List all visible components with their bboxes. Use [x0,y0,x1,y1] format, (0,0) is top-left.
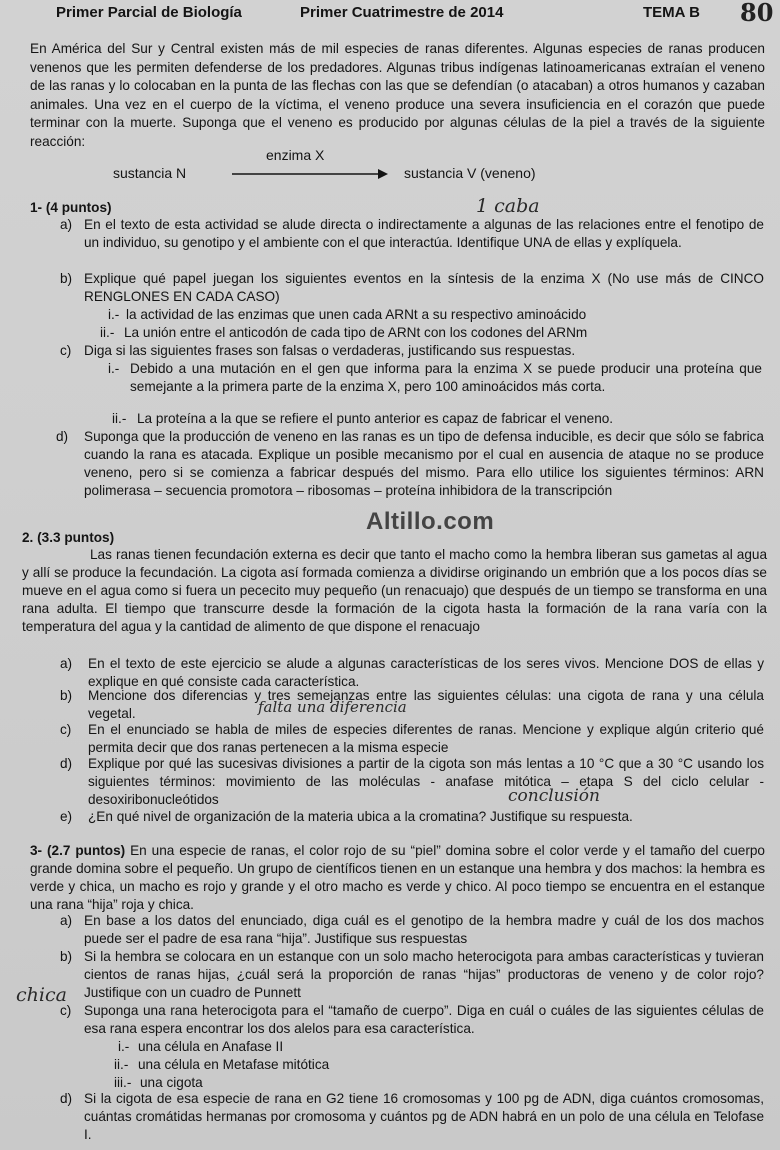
handwritten-note: falta una diferencia [258,698,407,716]
q1-c: Diga si las siguientes frases son falsas o verdaderas, justificando sus respuestas. [84,343,576,358]
item-marker: i.- [108,361,120,376]
item-marker: d) [56,429,69,444]
q1-b-i: la actividad de las enzimas que unen cada ARNt a su respectivo aminoácido [126,307,587,322]
q2-intro: Las ranas tienen fecundación externa es decir que tanto el macho como la hembra liberan sus gametas al agua y allí se produce la fecundación. La cigota así formada comienza a dividirse originando un embrión que a los pocos días se mueve en el agua como si fuera un pececito muy pequeño (un renacuajo) que después de un tiempo se transforma en una rana adulta. El tiempo que transcurre desde la formación de la cigota hasta la formación de la rana varía con la temperatura del agua y la cantidad de alimento de que dispone el renacuajo [22,547,767,634]
intro-paragraph: En América del Sur y Central existen más de mil especies de ranas diferentes. Algunas especies de ranas producen venenos que les permiten defenderse de los predadores. Algunas tribus indígenas latinoamericanas extraían el veneno de las ranas y lo colocaban en la punta de las flechas con las que se defendían (o atacaban) a otros humanos y cazaban animales. Una vez en el cuerpo de la víctima, el veneno produce una severa insuficiencia en el corazón que puede terminar con la muerte. Suponga que el veneno es producido por algunas células de la piel a través de la siguiente reacción: [30,41,765,149]
q2-b: Mencione dos diferencias y tres semejanzas entre las siguientes células: una cigota de rana y una célula vegetal. [88,688,764,721]
item-marker: i.- [118,1039,130,1054]
handwritten-note: chica [16,984,67,1006]
reaction-arrow-icon [232,164,388,184]
q1-c-i: Debido a una mutación en el gen que informa para la enzima X se puede producir una proteína que semejante a la primera parte de la enzima X, pero 100 aminoácidos más corta. [130,361,762,394]
q3-c-iii: una cigota [140,1075,203,1090]
q1-b: Explique qué papel juegan los siguientes eventos en la síntesis de la enzima X (No use más de CINCO RENGLONES EN CADA CASO) [84,271,764,304]
watermark: Altillo.com [366,508,495,535]
item-marker: b) [60,688,73,703]
q1-c-ii: La proteína a la que se refiere el punto anterior es capaz de fabricar el veneno. [137,411,614,426]
item-marker: iii.- [114,1075,132,1090]
exam-term: Primer Cuatrimestre de 2014 [300,4,504,21]
item-marker: b) [60,271,73,286]
q3-c-ii: una célula en Metafase mitótica [138,1057,330,1072]
q3-b: Si la hembra se colocara en un estanque con un solo macho heterocigota para ambas características y tuvieran cientos de ranas hijas, ¿cuál será la proporción de ranas “hijas” productoras de veneno y de color rojo? Justifique con un cuadro de Punnett [84,949,764,1000]
item-marker: c) [60,343,72,358]
handwritten-grade: 80 [740,0,774,27]
item-marker: d) [60,1091,73,1106]
item-marker: ii.- [100,325,115,340]
reaction-enzyme: enzima X [266,147,325,163]
q2-d: Explique por qué las sucesivas divisiones a partir de la cigota son más lentas a 10 °C que a 30 °C usando los siguientes términos: movimiento de las moléculas - anafase mitótica – etapa S del ciclo celular - desoxiribonucleótidos [88,756,764,807]
item-marker: i.- [108,307,120,322]
q1-title: 1- (4 puntos) [30,200,112,215]
item-marker: d) [60,756,73,771]
q2-a: En el texto de este ejercicio se alude a algunas características de los seres vivos. Mencione DOS de ellas y explique en qué consiste cada característica. [88,656,764,689]
reaction-substrate: sustancia N [113,165,187,181]
q3-c: Suponga una rana heterocigota para el “tamaño de cuerpo”. Diga en cuál o cuáles de las siguientes células de esa rana espera encontrar los dos alelos para esa característica. [84,1003,764,1036]
item-marker: e) [60,809,73,824]
q1-d: Suponga que la producción de veneno en las ranas es un tipo de defensa inducible, es decir que sólo se fabrica cuando la rana es atacada. Explique un posible mecanismo por el cual en ausencia de ataque no se produce veneno, pero si se comienza a fabricar después del mismo. Para ello utilice los siguientes términos: ARN polimerasa – secuencia promotora – ribosomas – proteína inhibidora de la transcripción [84,429,764,498]
exam-title: Primer Parcial de Biología [56,4,242,21]
q3-a: En base a los datos del enunciado, diga cuál es el genotipo de la hembra madre y cuál de los dos machos puede ser el padre de esa rana “hija”. Justifique sus respuestas [84,913,764,946]
q3-title: 3- (2.7 puntos) [30,843,126,858]
item-marker: b) [60,949,73,964]
item-marker: a) [60,656,73,671]
item-marker: a) [60,217,73,232]
exam-header [0,0,780,28]
handwritten-note: conclusión [508,786,600,806]
item-marker: a) [60,913,73,928]
q1-a: En el texto de esta actividad se alude directa o indirectamente a algunas de las relaciones entre el fenotipo de un individuo, su genotipo y el ambiente con el que interactúa. Identifique UNA de ellas y explíquela. [84,217,764,250]
item-marker: ii.- [112,411,127,426]
q2-e: ¿En qué nivel de organización de la materia ubica a la cromatina? Justifique su respuesta. [88,809,633,824]
reaction-product: sustancia V (veneno) [404,165,536,181]
q2-title: 2. (3.3 puntos) [22,530,115,545]
q3-d: Si la cigota de esa especie de rana en G2 tiene 16 cromosomas y 100 pg de ADN, diga cuántos cromosomas, cuántas cromátidas hermanas por cromosoma y cuántos pg de ADN habrá en un polo de una célula en Telofase I. [84,1091,764,1142]
item-marker: c) [60,722,72,737]
exam-tema: TEMA B [643,4,700,21]
item-marker: c) [60,1003,72,1018]
q3-intro-block [30,842,765,914]
item-marker: ii.- [114,1057,129,1072]
q3-intro: En una especie de ranas, el color rojo de su “piel” domina sobre el color verde y el tamaño del cuerpo grande domina sobre el pequeño. Un grupo de científicos tienen en un estanque una hembra y dos machos: la hembra es verde y chica, un macho es rojo y grande y el otro macho es verde y chico. Al poco tiempo se encuentra en el estanque una rana “hija” roja y chica. [30,843,765,912]
handwritten-note: 1 caba [476,195,540,217]
q3-c-i: una célula en Anafase II [138,1039,284,1054]
q2-c: En el enunciado se habla de miles de especies diferentes de ranas. Mencione y explique algún criterio qué permita decir que dos ranas pertenecen a la misma especie [88,722,764,755]
q1-b-ii: La unión entre el anticodón de cada tipo de ARNt con los codones del ARNm [124,325,588,340]
